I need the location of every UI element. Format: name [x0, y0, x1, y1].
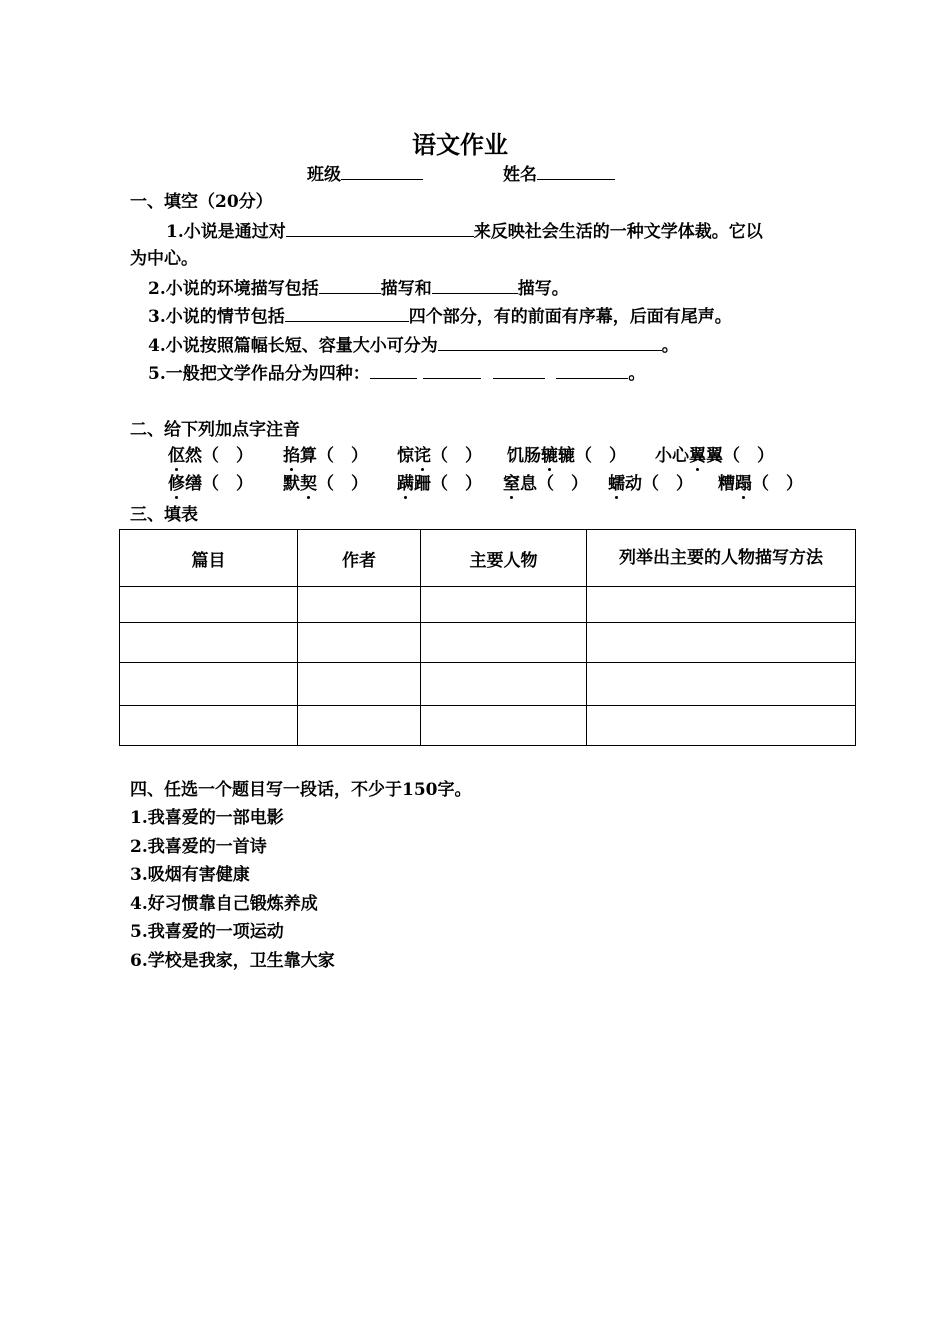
dotted-char: 诧: [414, 446, 431, 466]
name-field: [503, 163, 615, 186]
q5-blank-2[interactable]: [423, 362, 481, 379]
dotted-char: 蠕: [608, 474, 625, 494]
question-1: [166, 220, 763, 243]
table-cell[interactable]: [587, 706, 856, 746]
page-title: 语文作业: [412, 130, 508, 159]
section2-heading: 二、给下列加点字注音: [130, 420, 300, 440]
q3-text-b: 四个部分，有的前面有序幕，后面有尾声。: [408, 307, 732, 327]
topic-item: 5.我喜爱的一项运动: [130, 922, 284, 942]
pinyin-item: 修缮（ ）: [168, 474, 253, 494]
pinyin-item: 惊诧（ ）: [397, 446, 482, 466]
table-row: [120, 706, 856, 746]
pinyin-item: 默契（ ）: [283, 474, 368, 494]
q2-blank-2[interactable]: [432, 277, 518, 294]
table-cell[interactable]: [421, 663, 587, 706]
table-cell[interactable]: [120, 587, 298, 623]
q4-text-a: 4.小说按照篇幅长短、容量大小可分为: [148, 336, 438, 356]
q5-text-b: 。: [628, 364, 646, 384]
table-cell[interactable]: [587, 663, 856, 706]
table-cell[interactable]: [421, 706, 587, 746]
question-4: [148, 334, 679, 357]
dotted-char: 蹒: [397, 474, 414, 494]
dotted-char: 辘: [541, 446, 558, 466]
table-row: [120, 663, 856, 706]
topic-item: 1.我喜爱的一部电影: [130, 808, 284, 828]
question-1-cont: 为中心。: [130, 249, 198, 269]
dotted-char: 掐: [283, 446, 300, 466]
q1-text-a: 1.小说是通过对: [166, 222, 286, 242]
question-3: [148, 305, 732, 328]
pinyin-item: 窒息（ ）: [503, 474, 588, 494]
section4-heading: 四、任选一个题目写一段话，不少于150字。: [130, 780, 472, 800]
q2-blank-1[interactable]: [319, 277, 381, 294]
dotted-char: 伛: [168, 446, 185, 466]
pinyin-item: 糟蹋（ ）: [718, 474, 803, 494]
q4-text-b: 。: [661, 336, 679, 356]
pinyin-item: 伛然（ ）: [168, 446, 253, 466]
question-5: [148, 362, 645, 385]
q2-text-b: 描写和: [380, 279, 432, 299]
section3-heading: 三、填表: [130, 505, 198, 525]
dotted-char: 蹋: [735, 474, 752, 494]
q5-blank-4[interactable]: [556, 362, 628, 379]
class-field: [307, 163, 423, 186]
pinyin-item: 小心翼翼（ ）: [655, 446, 774, 466]
table-cell[interactable]: [421, 623, 587, 663]
table-cell[interactable]: [120, 706, 298, 746]
table-cell[interactable]: [298, 623, 421, 663]
name-label: 姓名: [503, 165, 537, 185]
dotted-char: 窒: [503, 474, 520, 494]
q3-blank[interactable]: [285, 305, 409, 322]
topic-item: 3.吸烟有害健康: [130, 865, 250, 885]
pinyin-item: 掐算（ ）: [283, 446, 368, 466]
fill-table: [119, 529, 856, 746]
table-cell[interactable]: [298, 587, 421, 623]
class-blank[interactable]: [341, 163, 423, 180]
section1-heading: 一、填空（20分）: [130, 192, 273, 212]
dotted-char: 契: [300, 474, 317, 494]
table-cell[interactable]: [298, 706, 421, 746]
topic-item: 2.我喜爱的一首诗: [130, 837, 267, 857]
class-label: 班级: [307, 165, 341, 185]
pinyin-item: 饥肠辘辘（ ）: [507, 446, 626, 466]
dotted-char: 翼: [689, 446, 706, 466]
table-cell[interactable]: [298, 663, 421, 706]
pinyin-item: 蹒跚（ ）: [397, 474, 482, 494]
col-header-methods: 列举出主要的人物描写方法: [587, 530, 856, 587]
q2-text-c: 描写。: [517, 279, 569, 299]
table-cell[interactable]: [120, 623, 298, 663]
pinyin-item: 蠕动（ ）: [608, 474, 693, 494]
table-cell[interactable]: [587, 587, 856, 623]
table-cell[interactable]: [120, 663, 298, 706]
topic-item: 4.好习惯靠自己锻炼养成: [130, 894, 318, 914]
col-header-characters: 主要人物: [421, 530, 587, 587]
col-header-title: 篇目: [120, 530, 298, 587]
table-cell[interactable]: [587, 623, 856, 663]
table-cell[interactable]: [421, 587, 587, 623]
table-row: [120, 587, 856, 623]
q5-blank-3[interactable]: [493, 362, 545, 379]
q2-text-a: 2.小说的环境描写包括: [148, 279, 319, 299]
table-row: [120, 623, 856, 663]
q3-text-a: 3.小说的情节包括: [148, 307, 285, 327]
question-2: [148, 277, 569, 300]
col-header-author: 作者: [298, 530, 421, 587]
topic-item: 6.学校是我家，卫生靠大家: [130, 951, 335, 971]
q1-blank[interactable]: [286, 220, 474, 237]
q5-text-a: 5.一般把文学作品分为四种：: [148, 364, 370, 384]
dotted-char: 修: [168, 474, 185, 494]
q5-blank-1[interactable]: [370, 362, 417, 379]
q1-text-b: 来反映社会生活的一种文学体裁。它以: [473, 222, 763, 242]
q4-blank[interactable]: [438, 334, 662, 351]
name-blank[interactable]: [537, 163, 615, 180]
